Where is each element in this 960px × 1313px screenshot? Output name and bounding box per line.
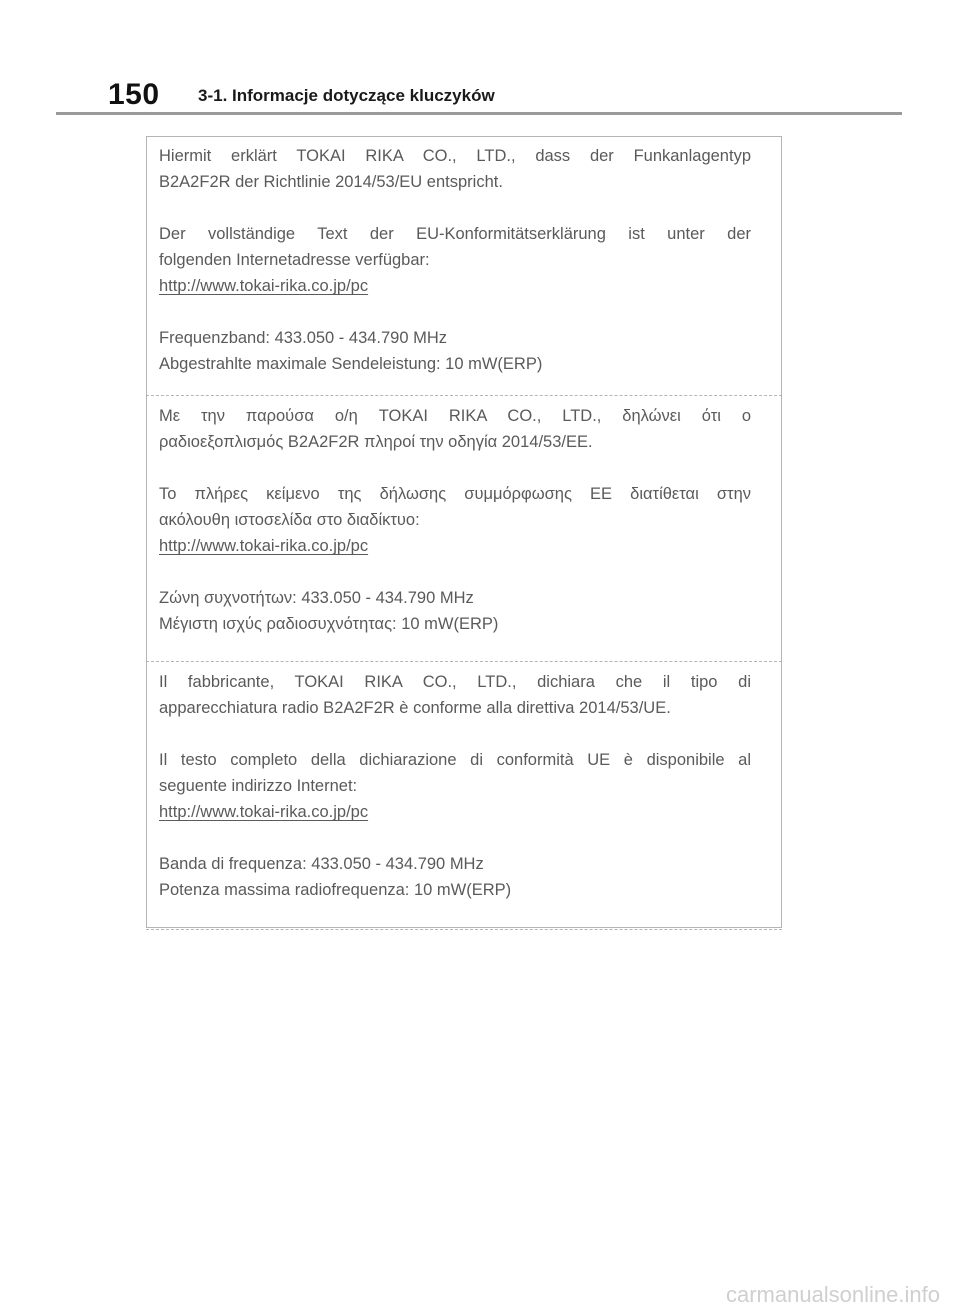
declaration-line: apparecchiatura radio B2A2F2R è conforme alla direttiva 2014/53/UE. bbox=[159, 699, 671, 717]
declaration-line: seguente indirizzo Internet: bbox=[159, 777, 358, 795]
declaration-greek bbox=[147, 397, 781, 661]
section-title: 3-1. Informacje dotyczące kluczyków bbox=[198, 86, 495, 105]
max-power: Potenza massima radiofrequenza: 10 mW(ERP) bbox=[159, 881, 512, 899]
declaration-box bbox=[146, 136, 782, 928]
page-header bbox=[56, 74, 902, 114]
declaration-link[interactable]: http://www.tokai-rika.co.jp/pc bbox=[159, 277, 369, 295]
max-power: Μέγιστη ισχύς ραδιοσυχνότητας: 10 mW(ERP) bbox=[159, 615, 499, 633]
frequency-band: Ζώνη συχνοτήτων: 433.050 - 434.790 MHz bbox=[159, 589, 474, 607]
page-number: 150 bbox=[108, 78, 160, 111]
section-divider bbox=[146, 661, 782, 662]
declaration-line: folgenden Internetadresse verfügbar: bbox=[159, 251, 430, 269]
declaration-link[interactable]: http://www.tokai-rika.co.jp/pc bbox=[159, 537, 369, 555]
section-divider bbox=[146, 395, 782, 396]
declaration-link[interactable]: http://www.tokai-rika.co.jp/pc bbox=[159, 803, 369, 821]
declaration-line: Το πλήρες κείμενο της δήλωσης συμμόρφωσης ΕΕ διατίθεται στην bbox=[159, 485, 751, 503]
watermark: carmanualsonline.info bbox=[725, 1282, 940, 1307]
declaration-line: ραδιοεξοπλισμός B2A2F2R πληροί την οδηγία 2014/53/ΕΕ. bbox=[159, 433, 593, 451]
declaration-line: B2A2F2R der Richtlinie 2014/53/EU entspricht. bbox=[159, 173, 503, 191]
declaration-line: Il fabbricante, TOKAI RIKA CO., LTD., dichiara che il tipo di bbox=[159, 673, 751, 691]
declaration-line: Hiermit erklärt TOKAI RIKA CO., LTD., dass der Funkanlagentyp bbox=[159, 147, 751, 165]
frequency-band: Banda di frequenza: 433.050 - 434.790 MHz bbox=[159, 855, 484, 873]
frequency-band: Frequenzband: 433.050 - 434.790 MHz bbox=[159, 329, 448, 347]
declaration-line: ακόλουθη ιστοσελίδα στο διαδίκτυο: bbox=[159, 511, 420, 529]
header-rule bbox=[56, 112, 902, 115]
declaration-line: Με την παρούσα ο/η TOKAI RIKA CO., LTD., δηλώνει ότι ο bbox=[159, 407, 751, 425]
declaration-line: Der vollständige Text der EU-Konformitätserklärung ist unter der bbox=[159, 225, 751, 243]
declaration-line: Il testo completo della dichiarazione di conformità UE è disponibile al bbox=[159, 751, 751, 769]
declaration-italian bbox=[147, 663, 781, 929]
declaration-german bbox=[147, 137, 781, 395]
max-power: Abgestrahlte maximale Sendeleistung: 10 mW(ERP) bbox=[159, 355, 543, 373]
